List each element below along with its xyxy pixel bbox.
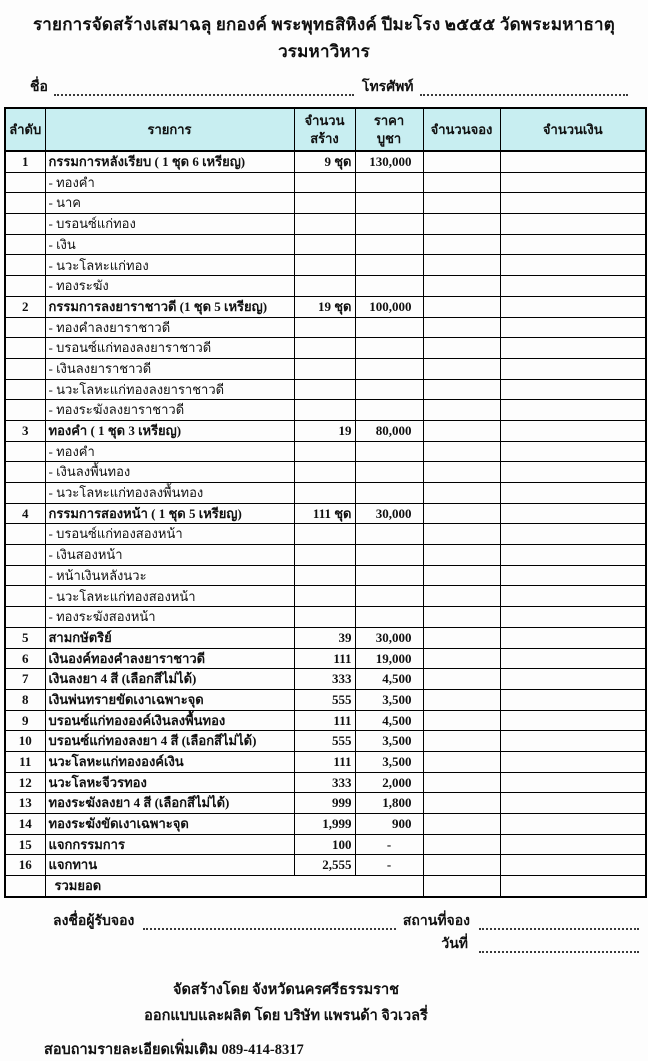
cell-price: 2,000 xyxy=(355,772,423,793)
table-row xyxy=(5,483,646,504)
cell-amount xyxy=(500,565,646,586)
cell-no xyxy=(5,524,45,545)
cell-no: 16 xyxy=(5,855,45,876)
cell-price xyxy=(355,400,423,421)
cell-reserve xyxy=(423,751,500,772)
table-row xyxy=(5,814,646,835)
cell-amount xyxy=(500,710,646,731)
cell-item-label: ทองคำ ( 1 ชุด 3 เหรียญ) xyxy=(45,420,294,441)
cell-no: 9 xyxy=(5,710,45,731)
cell-amount xyxy=(500,400,646,421)
cell-no xyxy=(5,276,45,297)
cell-no: 1 xyxy=(5,151,45,172)
cell-reserve xyxy=(423,710,500,731)
cell-qty: 111 ชุด xyxy=(294,503,355,524)
table-row xyxy=(5,276,646,297)
cell-amount xyxy=(500,855,646,876)
cell-qty: 2,555 xyxy=(294,855,355,876)
cell-item-label: - เงินลงพื้นทอง xyxy=(45,462,294,483)
phone-label: โทรศัพท์ xyxy=(361,80,414,95)
cell-reserve xyxy=(423,462,500,483)
cell-reserve xyxy=(423,296,500,317)
cell-qty: 100 xyxy=(294,834,355,855)
cell-total-label: รวมยอด xyxy=(45,876,423,897)
cell-qty xyxy=(294,441,355,462)
cell-item-label: - บรอนซ์แก่ทอง xyxy=(45,214,294,235)
cell-price xyxy=(355,172,423,193)
cell-qty xyxy=(294,607,355,628)
cell-price xyxy=(355,358,423,379)
cell-price xyxy=(355,524,423,545)
cell-no: 8 xyxy=(5,689,45,710)
cell-item-label: - นาค xyxy=(45,193,294,214)
cell-qty: 555 xyxy=(294,689,355,710)
cell-price xyxy=(355,317,423,338)
header-price-line1: ราคา xyxy=(373,112,405,128)
table-row xyxy=(5,255,646,276)
cell-qty: 999 xyxy=(294,793,355,814)
header-qty xyxy=(294,108,355,151)
table-row xyxy=(5,358,646,379)
cell-qty xyxy=(294,317,355,338)
cell-no xyxy=(5,255,45,276)
table-row xyxy=(5,503,646,524)
cell-no xyxy=(5,400,45,421)
cell-no: 15 xyxy=(5,834,45,855)
table-row xyxy=(5,607,646,628)
cell-reserve xyxy=(423,565,500,586)
cell-price xyxy=(355,586,423,607)
cell-reserve xyxy=(423,586,500,607)
cell-amount xyxy=(500,296,646,317)
cell-item-label: - บรอนซ์แก่ทองลงยาราชาวดี xyxy=(45,338,294,359)
cell-amount xyxy=(500,317,646,338)
name-phone-line xyxy=(30,78,628,98)
cell-qty xyxy=(294,379,355,400)
cell-reserve xyxy=(423,669,500,690)
table-header-row xyxy=(5,108,646,151)
cell-amount xyxy=(500,814,646,835)
table-row xyxy=(5,214,646,235)
cell-reserve xyxy=(423,317,500,338)
cell-qty xyxy=(294,545,355,566)
cell-qty xyxy=(294,400,355,421)
cell-reserve xyxy=(423,379,500,400)
cell-item-label: สามกษัตริย์ xyxy=(45,627,294,648)
cell-amount xyxy=(500,648,646,669)
table-row xyxy=(5,234,646,255)
table-row xyxy=(5,710,646,731)
cell-amount xyxy=(500,669,646,690)
table-row xyxy=(5,648,646,669)
header-no: ลำดับ xyxy=(5,108,45,151)
cell-no: 5 xyxy=(5,627,45,648)
sign-label: ลงชื่อผู้รับจอง xyxy=(53,913,135,929)
cell-qty xyxy=(294,358,355,379)
cell-price: 80,000 xyxy=(355,420,423,441)
cell-amount xyxy=(500,358,646,379)
cell-reserve xyxy=(423,193,500,214)
cell-item-label: บรอนซ์แก่ทององค์เงินลงพื้นทอง xyxy=(45,710,294,731)
cell-price: 4,500 xyxy=(355,710,423,731)
cell-reserve xyxy=(423,876,500,897)
cell-item-label: นวะโลหะจีวรทอง xyxy=(45,772,294,793)
cell-reserve xyxy=(423,545,500,566)
cell-reserve xyxy=(423,151,500,172)
cell-qty xyxy=(294,462,355,483)
table-row xyxy=(5,400,646,421)
cell-amount xyxy=(500,524,646,545)
table-row xyxy=(5,834,646,855)
cell-price: 900 xyxy=(355,814,423,835)
designed-by-text: ออกแบบและผลิต โดย บริษัท แพรนด้า จิวเวลรี่ xyxy=(144,1007,428,1024)
cell-amount xyxy=(500,379,646,400)
header-amount: จำนวนเงิน xyxy=(500,108,646,151)
table-row xyxy=(5,441,646,462)
cell-item-label: - บรอนซ์แก่ทองสองหน้า xyxy=(45,524,294,545)
cell-no xyxy=(5,379,45,400)
cell-item-label: แจกกรรมการ xyxy=(45,834,294,855)
cell-amount xyxy=(500,338,646,359)
table-row xyxy=(5,420,646,441)
cell-qty: 111 xyxy=(294,751,355,772)
name-label: ชื่อ xyxy=(30,80,48,95)
place-fill-line xyxy=(479,914,639,930)
cell-price: 30,000 xyxy=(355,503,423,524)
cell-no xyxy=(5,876,45,897)
cell-amount xyxy=(500,483,646,504)
cell-no: 12 xyxy=(5,772,45,793)
cell-price xyxy=(355,234,423,255)
cell-reserve xyxy=(423,503,500,524)
cell-price: 1,800 xyxy=(355,793,423,814)
cell-reserve xyxy=(423,855,500,876)
cell-item-label: กรรมการลงยาราชาวดี (1 ชุด 5 เหรียญ) xyxy=(45,296,294,317)
cell-reserve xyxy=(423,234,500,255)
cell-amount xyxy=(500,627,646,648)
cell-item-label: ทองระฆังลงยา 4 สี (เลือกสีไม่ได้) xyxy=(45,793,294,814)
cell-amount xyxy=(500,772,646,793)
table-row xyxy=(5,151,646,172)
cell-qty: 19 xyxy=(294,420,355,441)
cell-no xyxy=(5,214,45,235)
cell-item-label: กรรมการสองหน้า ( 1 ชุด 5 เหรียญ) xyxy=(45,503,294,524)
cell-amount xyxy=(500,751,646,772)
cell-price xyxy=(355,483,423,504)
cell-qty xyxy=(294,586,355,607)
cell-no xyxy=(5,338,45,359)
cell-reserve xyxy=(423,607,500,628)
cell-price xyxy=(355,276,423,297)
cell-amount xyxy=(500,462,646,483)
cell-qty xyxy=(294,214,355,235)
cell-amount xyxy=(500,545,646,566)
cell-item-label: - นวะโลหะแก่ทองลงยาราชาวดี xyxy=(45,379,294,400)
table-row xyxy=(5,193,646,214)
cell-qty xyxy=(294,193,355,214)
made-by-text: จัดสร้างโดย จังหวัดนครศรีธรรมราช xyxy=(173,981,399,998)
cell-price xyxy=(355,565,423,586)
table-row xyxy=(5,524,646,545)
cell-reserve xyxy=(423,814,500,835)
signature-line xyxy=(53,913,639,932)
cell-no xyxy=(5,565,45,586)
cell-qty: 555 xyxy=(294,731,355,752)
cell-item-label: - เงิน xyxy=(45,234,294,255)
cell-item-label: เงินพ่นทรายขัดเงาเฉพาะจุด xyxy=(45,689,294,710)
cell-item-label: แจกทาน xyxy=(45,855,294,876)
table-row xyxy=(5,379,646,400)
cell-price xyxy=(355,214,423,235)
cell-no: 10 xyxy=(5,731,45,752)
cell-no xyxy=(5,234,45,255)
cell-item-label: นวะโลหะแก่ทององค์เงิน xyxy=(45,751,294,772)
cell-item-label: - ทองคำ xyxy=(45,172,294,193)
cell-item-label: - นวะโลหะแก่ทองสองหน้า xyxy=(45,586,294,607)
cell-qty: 111 xyxy=(294,710,355,731)
cell-price xyxy=(355,193,423,214)
cell-no: 3 xyxy=(5,420,45,441)
cell-price: 30,000 xyxy=(355,627,423,648)
cell-no: 6 xyxy=(5,648,45,669)
cell-item-label: - ทองระฆังลงยาราชาวดี xyxy=(45,400,294,421)
cell-reserve xyxy=(423,524,500,545)
cell-qty: 19 ชุด xyxy=(294,296,355,317)
cell-price xyxy=(355,545,423,566)
cell-no: 11 xyxy=(5,751,45,772)
cell-amount xyxy=(500,193,646,214)
cell-price: 4,500 xyxy=(355,669,423,690)
cell-item-label: - นวะโลหะแก่ทอง xyxy=(45,255,294,276)
cell-price xyxy=(355,255,423,276)
cell-qty: 1,999 xyxy=(294,814,355,835)
header-item: รายการ xyxy=(45,108,294,151)
cell-reserve xyxy=(423,441,500,462)
credits-block xyxy=(0,977,572,1029)
table-row xyxy=(5,296,646,317)
table-row xyxy=(5,689,646,710)
cell-no: 14 xyxy=(5,814,45,835)
table-row xyxy=(5,586,646,607)
cell-qty: 333 xyxy=(294,772,355,793)
cell-no xyxy=(5,607,45,628)
cell-price: - xyxy=(355,855,423,876)
cell-amount xyxy=(500,151,646,172)
table-row xyxy=(5,462,646,483)
cell-reserve xyxy=(423,648,500,669)
name-fill-line xyxy=(54,80,354,96)
cell-no: 7 xyxy=(5,669,45,690)
cell-price: - xyxy=(355,834,423,855)
cell-reserve xyxy=(423,255,500,276)
cell-amount xyxy=(500,731,646,752)
header-price-line2: บูชา xyxy=(376,130,402,146)
cell-qty xyxy=(294,276,355,297)
cell-item-label: เงินลงยา 4 สี (เลือกสีไม่ได้) xyxy=(45,669,294,690)
cell-qty xyxy=(294,338,355,359)
cell-reserve xyxy=(423,731,500,752)
cell-reserve xyxy=(423,689,500,710)
cell-amount xyxy=(500,441,646,462)
page-title: รายการจัดสร้างเสมาฉลุ ยกองค์ พระพุทธสิหิงค์ ปีมะโรง ๒๕๕๕ วัดพระมหาธาตุวรมหาวิหาร xyxy=(32,15,616,61)
date-fill-line xyxy=(479,937,639,953)
table-row xyxy=(5,338,646,359)
cell-no xyxy=(5,317,45,338)
cell-qty xyxy=(294,172,355,193)
cell-amount xyxy=(500,503,646,524)
cell-reserve xyxy=(423,483,500,504)
sign-fill-line xyxy=(143,914,395,930)
cell-price: 130,000 xyxy=(355,151,423,172)
cell-no xyxy=(5,586,45,607)
cell-amount xyxy=(500,689,646,710)
cell-no: 2 xyxy=(5,296,45,317)
table-row xyxy=(5,772,646,793)
cell-price: 19,000 xyxy=(355,648,423,669)
cell-item-label: - เงินสองหน้า xyxy=(45,545,294,566)
table-row xyxy=(5,669,646,690)
cell-reserve xyxy=(423,358,500,379)
cell-item-label: บรอนซ์แก่ทองลงยา 4 สี (เลือกสีไม่ได้) xyxy=(45,731,294,752)
cell-price xyxy=(355,462,423,483)
cell-no xyxy=(5,193,45,214)
cell-amount xyxy=(500,172,646,193)
cell-qty xyxy=(294,524,355,545)
table-row xyxy=(5,172,646,193)
table-row xyxy=(5,627,646,648)
cell-no xyxy=(5,441,45,462)
cell-qty: 333 xyxy=(294,669,355,690)
table-row xyxy=(5,793,646,814)
cell-reserve xyxy=(423,793,500,814)
cell-reserve xyxy=(423,772,500,793)
cell-qty xyxy=(294,483,355,504)
cell-item-label: - ทองระฆังสองหน้า xyxy=(45,607,294,628)
cell-qty: 39 xyxy=(294,627,355,648)
cell-reserve xyxy=(423,276,500,297)
header-price xyxy=(355,108,423,151)
cell-reserve xyxy=(423,338,500,359)
cell-price: 100,000 xyxy=(355,296,423,317)
cell-amount xyxy=(500,586,646,607)
table-row xyxy=(5,565,646,586)
cell-amount xyxy=(500,876,646,897)
table-row xyxy=(5,751,646,772)
phone-fill-line xyxy=(420,80,628,96)
cell-reserve xyxy=(423,834,500,855)
cell-no xyxy=(5,545,45,566)
cell-no xyxy=(5,462,45,483)
cell-item-label: - เงินลงยาราชาวดี xyxy=(45,358,294,379)
cell-price: 3,500 xyxy=(355,751,423,772)
cell-item-label: ทองระฆังขัดเงาเฉพาะจุด xyxy=(45,814,294,835)
cell-price xyxy=(355,441,423,462)
cell-amount xyxy=(500,255,646,276)
date-label: วันที่ xyxy=(441,936,468,952)
cell-item-label: กรรมการหลังเรียบ ( 1 ชุด 6 เหรียญ) xyxy=(45,151,294,172)
cell-no: 13 xyxy=(5,793,45,814)
place-label: สถานที่จอง xyxy=(402,913,470,929)
cell-price xyxy=(355,607,423,628)
cell-item-label: เงินองค์ทองคำลงยาราชาวดี xyxy=(45,648,294,669)
table-row xyxy=(5,876,646,897)
cell-item-label: - นวะโลหะแก่ทองลงพื้นทอง xyxy=(45,483,294,504)
cell-price xyxy=(355,379,423,400)
cell-no xyxy=(5,483,45,504)
cell-amount xyxy=(500,234,646,255)
header-qty-line1: จำนวน xyxy=(304,112,345,128)
cell-no: 4 xyxy=(5,503,45,524)
header-reserve: จำนวนจอง xyxy=(423,108,500,151)
cell-reserve xyxy=(423,400,500,421)
cell-no xyxy=(5,358,45,379)
cell-amount xyxy=(500,420,646,441)
cell-price: 3,500 xyxy=(355,689,423,710)
cell-qty xyxy=(294,565,355,586)
order-table xyxy=(4,107,647,898)
table-row xyxy=(5,545,646,566)
cell-qty xyxy=(294,234,355,255)
cell-amount xyxy=(500,214,646,235)
cell-price xyxy=(355,338,423,359)
cell-item-label: - ทองคำลงยาราชาวดี xyxy=(45,317,294,338)
cell-qty: 9 ชุด xyxy=(294,151,355,172)
table-row xyxy=(5,731,646,752)
cell-amount xyxy=(500,276,646,297)
header-qty-line2: สร้าง xyxy=(310,130,339,146)
cell-amount xyxy=(500,607,646,628)
cell-item-label: - ทองระฆัง xyxy=(45,276,294,297)
table-row xyxy=(5,317,646,338)
date-line xyxy=(0,936,639,955)
cell-no xyxy=(5,172,45,193)
table-row xyxy=(5,855,646,876)
cell-qty xyxy=(294,255,355,276)
cell-amount xyxy=(500,793,646,814)
cell-reserve xyxy=(423,172,500,193)
cell-reserve xyxy=(423,420,500,441)
cell-item-label: - ทองคำ xyxy=(45,441,294,462)
contact-phone-text: สอบถามรายละเอียดเพิ่มเติม 089-414-8317 xyxy=(44,1041,304,1058)
cell-qty: 111 xyxy=(294,648,355,669)
cell-price: 3,500 xyxy=(355,731,423,752)
cell-reserve xyxy=(423,627,500,648)
cell-item-label: - หน้าเงินหลังนวะ xyxy=(45,565,294,586)
cell-amount xyxy=(500,834,646,855)
cell-reserve xyxy=(423,214,500,235)
